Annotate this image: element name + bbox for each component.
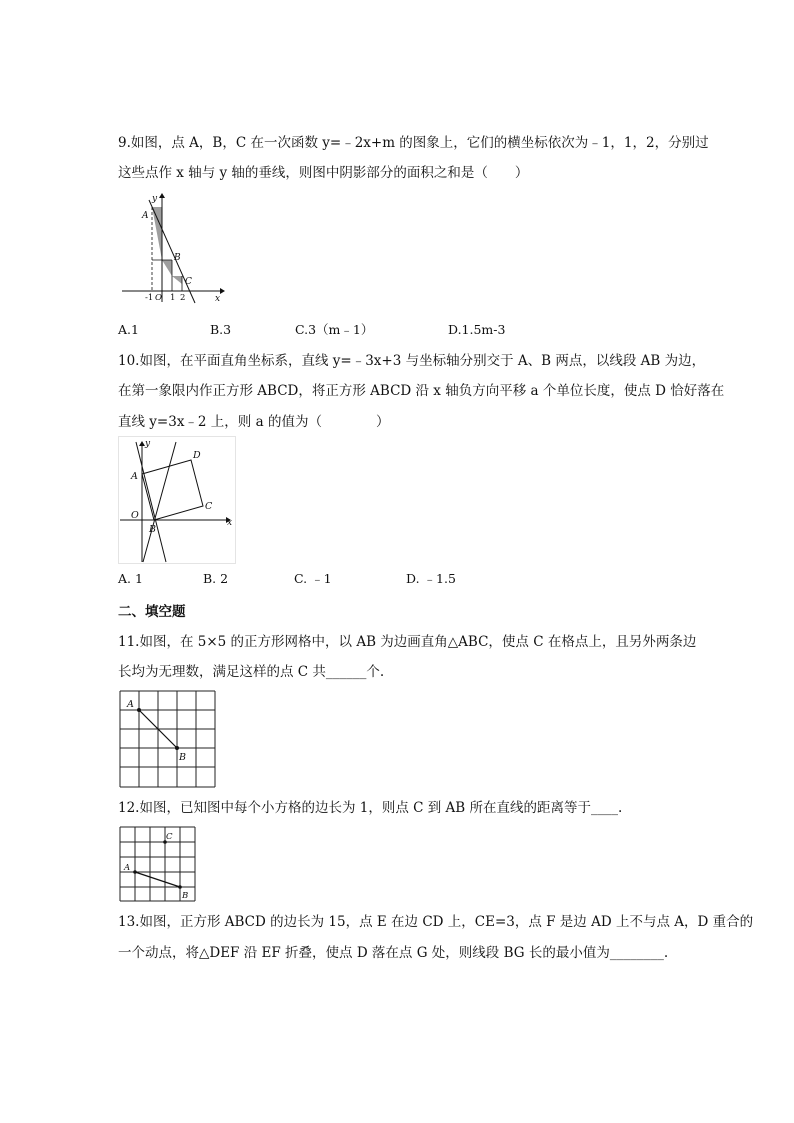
q10-line-ab — [136, 442, 166, 562]
q9-tick-2: 2 — [180, 293, 186, 303]
q12-point-b — [178, 885, 182, 889]
q11-point-a — [137, 708, 141, 712]
q10-text-line-1: 10.如图，在平面直角坐标系，直线 y=﹣3x+3 与坐标轴分别交于 A、B 两点，以线段 AB 为边， — [118, 353, 706, 369]
q12-point-c-label: C — [166, 832, 173, 842]
q12-point-a-label: A — [124, 863, 131, 873]
q10-point-b-label: B — [149, 524, 156, 535]
q10-figure — [118, 436, 236, 564]
q13-text-line-2: 一个动点，将△DEF 沿 EF 折叠，使点 D 落在点 G 处，则线段 BG 长的最小值为________. — [118, 945, 669, 961]
q9-tick-neg1: -1 — [145, 293, 154, 303]
q10-point-a-label: A — [131, 471, 138, 482]
q11-figure — [118, 689, 220, 789]
q11-text-line-2: 长均为无理数，满足这样的点 C 共______个. — [118, 664, 385, 680]
q9-option-d[interactable]: D.1.5m-3 — [448, 322, 506, 337]
q11-point-b-label: B — [179, 752, 186, 763]
q10-option-d[interactable]: D. ﹣1.5 — [406, 571, 456, 586]
q12-point-b-label: B — [182, 891, 189, 901]
q9-text-line-2: 这些点作 x 轴与 y 轴的垂线，则图中阴影部分的面积之和是（ ） — [118, 165, 529, 181]
q10-option-a[interactable]: A. 1 — [118, 571, 143, 586]
q10-origin-label: O — [131, 510, 139, 521]
q9-shaded-region-c — [172, 276, 182, 284]
q9-option-a[interactable]: A.1 — [118, 322, 139, 337]
q10-point-d-label: D — [193, 450, 201, 461]
q10-square-abcd — [142, 460, 203, 520]
q9-text-line-1: 9.如图，点 A，B，C 在一次函数 y=﹣2x+m 的图象上，它们的横坐标依次为﹣1，1，2，分别过 — [118, 135, 709, 151]
q10-point-c-label: C — [205, 501, 213, 512]
q12-text-line-1: 12.如图，已知图中每个小方格的边长为 1，则点 C 到 AB 所在直线的距离等于____. — [118, 800, 623, 816]
q12-figure — [118, 825, 198, 903]
q13-text-line-1: 13.如图，正方形 ABCD 的边长为 15，点 E 在边 CD 上，CE=3，点 F 是边 AD 上不与点 A，D 重合的 — [118, 914, 754, 930]
q12-segment-ab — [135, 872, 180, 887]
q11-point-b — [175, 746, 179, 750]
q9-point-c-label: C — [185, 277, 192, 287]
q9-point-b-label: B — [174, 253, 181, 263]
q9-shaded-region-a — [152, 207, 162, 260]
q9-option-b[interactable]: B.3 — [210, 322, 232, 337]
q9-shaded-region-b — [162, 260, 172, 276]
q10-figure-frame — [119, 437, 236, 564]
q9-origin-label: O — [155, 293, 162, 303]
q9-figure — [118, 190, 228, 306]
q9-y-axis-arrow — [159, 193, 165, 198]
q10-x-label: x — [227, 518, 233, 528]
section-heading-fill-in: 二、填空题 — [118, 604, 186, 620]
q10-option-b[interactable]: B. 2 — [203, 571, 229, 586]
q10-line-y3x-2 — [143, 442, 176, 562]
q10-text-line-3: 直线 y=3x﹣2 上，则 a 的值为（ ） — [118, 414, 390, 430]
q10-text-line-2: 在第一象限内作正方形 ABCD，将正方形 ABCD 沿 x 轴负方向平移 a 个单位长度，使点 D 恰好落在 — [118, 383, 725, 399]
q9-x-axis-arrow — [220, 288, 225, 294]
q10-option-c[interactable]: C. ﹣1 — [294, 571, 332, 586]
q9-tick-1: 1 — [170, 293, 176, 303]
q9-point-a-label: A — [142, 211, 149, 221]
q10-y-label: y — [145, 439, 151, 449]
q9-y-label: y — [152, 194, 158, 204]
q11-point-a-label: A — [127, 699, 134, 710]
q11-text-line-1: 11.如图，在 5×5 的正方形网格中，以 AB 为边画直角△ABC，使点 C 在格点上，且另外两条边 — [118, 634, 697, 650]
q9-x-label: x — [215, 294, 221, 304]
q9-option-c[interactable]: C.3（m﹣1） — [295, 322, 374, 337]
q12-point-a — [133, 870, 137, 874]
